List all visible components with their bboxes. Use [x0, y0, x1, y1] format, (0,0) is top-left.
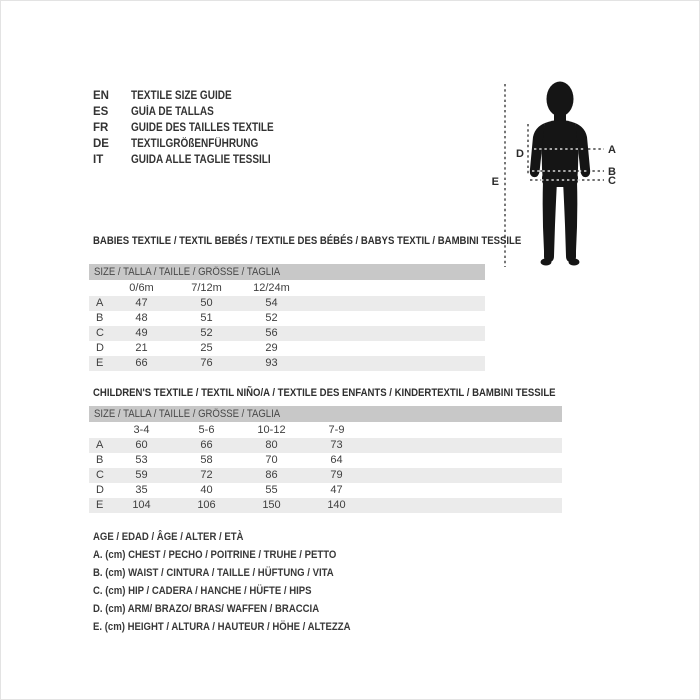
legend-line-hip: C. (cm) HIP / CADERA / HANCHE / HÜFTE / HIPS: [93, 585, 312, 597]
language-row: [93, 120, 295, 136]
language-title: GUIDA ALLE TAGLIE TESSILI: [131, 154, 271, 166]
cell: 66: [200, 439, 213, 451]
table-row: [89, 311, 485, 326]
measure-label-b: B: [608, 166, 616, 178]
cell: 56: [265, 327, 278, 339]
language-code: ES: [93, 106, 109, 118]
column-header: 3-4: [133, 424, 150, 436]
cell: 59: [135, 469, 148, 481]
cell: 70: [265, 454, 278, 466]
legend-line-chest: A. (cm) CHEST / PECHO / POITRINE / TRUHE / PETTO: [93, 549, 337, 561]
table-row: [89, 483, 562, 498]
size-bar: SIZE / TALLA / TAILLE / GRÖSSE / TAGLIA: [89, 264, 485, 280]
legend-line-waist: B. (cm) WAIST / CINTURA / TAILLE / HÜFTUNG / VITA: [93, 567, 334, 579]
row-label: B: [96, 454, 104, 466]
language-row: [93, 104, 295, 120]
column-header-row: [89, 422, 562, 438]
cell: 48: [135, 312, 148, 324]
cell: 72: [200, 469, 213, 481]
language-row: [93, 88, 295, 104]
legend-line-height: E. (cm) HEIGHT / ALTURA / HAUTEUR / HÖHE / ALTEZZA: [93, 621, 351, 633]
measure-label-c: C: [608, 175, 616, 187]
row-label: C: [96, 469, 104, 481]
cell: 29: [265, 342, 278, 354]
cell: 80: [265, 439, 278, 451]
table-row: [89, 356, 485, 371]
language-code: EN: [93, 90, 109, 102]
row-label: D: [96, 342, 104, 354]
cell: 150: [262, 499, 281, 511]
row-label: D: [96, 484, 104, 496]
legend-line-arm: D. (cm) ARM/ BRAZO/ BRAS/ WAFFEN / BRACCIA: [93, 603, 320, 615]
babies-size-table: [89, 264, 485, 371]
language-title: TEXTILE SIZE GUIDE: [131, 90, 232, 102]
table-row: [89, 341, 485, 356]
language-title: GUIDE DES TAILLES TEXTILE: [131, 122, 274, 134]
column-header: 7/12m: [191, 282, 222, 294]
row-label: A: [96, 439, 104, 451]
measure-label-e: E: [491, 176, 499, 188]
cell: 79: [330, 469, 343, 481]
cell: 106: [197, 499, 216, 511]
column-header: 10-12: [257, 424, 286, 436]
cell: 49: [135, 327, 148, 339]
cell: 21: [135, 342, 148, 354]
row-label: C: [96, 327, 104, 339]
cell: 47: [330, 484, 343, 496]
language-title-list: [93, 88, 295, 168]
table-row: [89, 438, 562, 453]
language-code: DE: [93, 138, 109, 150]
cell: 140: [327, 499, 346, 511]
cell: 47: [135, 297, 148, 309]
children-size-table: [89, 406, 562, 513]
row-label: E: [96, 357, 104, 369]
column-header: 12/24m: [253, 282, 290, 294]
size-bar: SIZE / TALLA / TAILLE / GRÖSSE / TAGLIA: [89, 406, 562, 422]
cell: 52: [265, 312, 278, 324]
cell: 52: [200, 327, 213, 339]
row-label: A: [96, 297, 104, 309]
cell: 50: [200, 297, 213, 309]
table-row: [89, 498, 562, 513]
cell: 86: [265, 469, 278, 481]
table-row: [89, 453, 562, 468]
column-header-row: [89, 280, 485, 296]
column-header: 5-6: [198, 424, 215, 436]
cell: 93: [265, 357, 278, 369]
babies-section-title: BABIES TEXTILE / TEXTIL BEBÉS / TEXTILE DES BÉBÉS / BABYS TEXTIL / BAMBINI TESSILE: [93, 235, 522, 247]
cell: 76: [200, 357, 213, 369]
cell: 54: [265, 297, 278, 309]
cell: 53: [135, 454, 148, 466]
column-header: 7-9: [328, 424, 345, 436]
measure-label-a: A: [608, 144, 616, 156]
cell: 64: [330, 454, 343, 466]
language-code: FR: [93, 122, 109, 134]
cell: 104: [132, 499, 151, 511]
cell: 40: [200, 484, 213, 496]
cell: 58: [200, 454, 213, 466]
cell: 35: [135, 484, 148, 496]
table-row: [89, 296, 485, 311]
cell: 55: [265, 484, 278, 496]
cell: 60: [135, 439, 148, 451]
measurement-legend: [93, 528, 389, 636]
language-row: [93, 152, 295, 168]
language-row: [93, 136, 295, 152]
children-section-title: CHILDREN'S TEXTILE / TEXTIL NIÑO/A / TEXTILE DES ENFANTS / KINDERTEXTIL / BAMBINI TESSILE: [93, 387, 556, 399]
table-row: [89, 326, 485, 341]
cell: 66: [135, 357, 148, 369]
language-code: IT: [93, 154, 104, 166]
language-title: TEXTILGRÖßENFÜHRUNG: [131, 138, 259, 150]
cell: 51: [200, 312, 213, 324]
row-label: B: [96, 312, 104, 324]
column-header: 0/6m: [129, 282, 154, 294]
language-title: GUÍA DE TALLAS: [131, 106, 214, 118]
table-row: [89, 468, 562, 483]
cell: 25: [200, 342, 213, 354]
row-label: E: [96, 499, 104, 511]
measure-label-d: D: [516, 148, 524, 160]
cell: 73: [330, 439, 343, 451]
legend-line-age: AGE / EDAD / ÂGE / ALTER / ETÀ: [93, 531, 244, 543]
